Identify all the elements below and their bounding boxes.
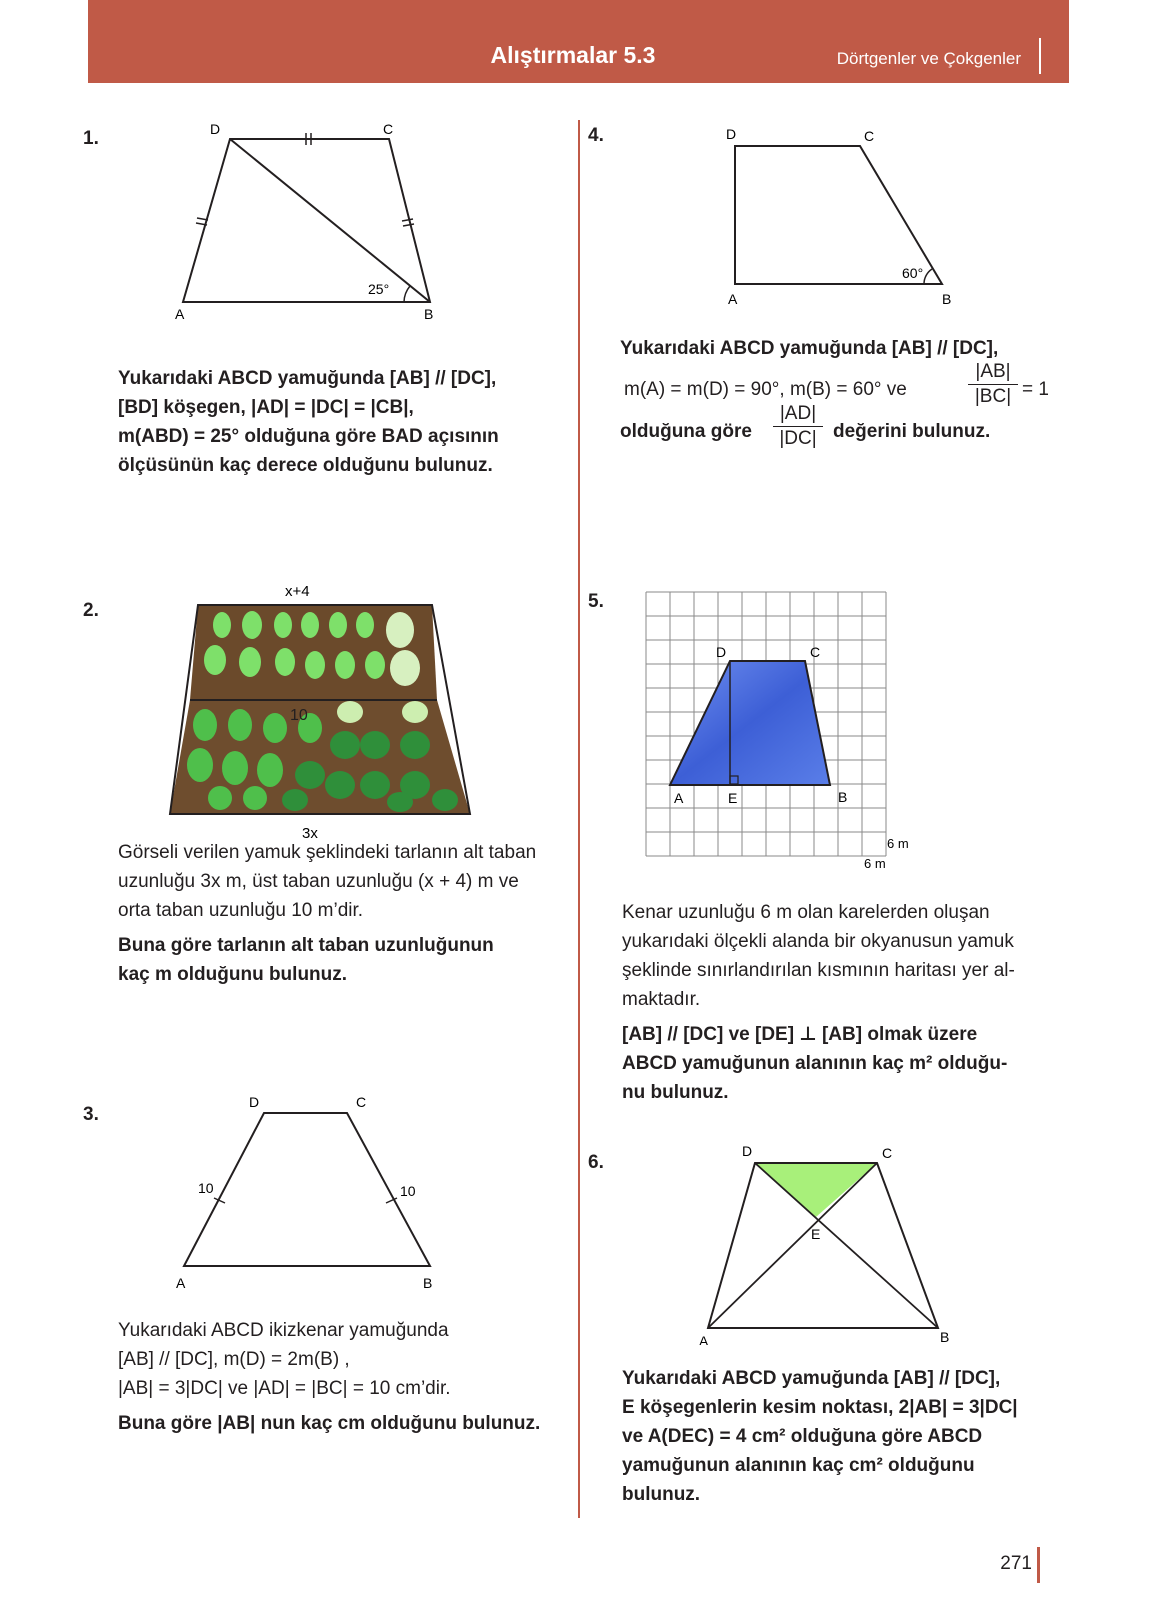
label-C: C — [383, 121, 394, 137]
problem-1-figure — [160, 115, 460, 330]
unit-horizontal-label: 6 m — [864, 856, 886, 871]
problem-2-field-figure — [160, 570, 480, 850]
problem-4-line-2: m(A) = m(D) = 90°, m(B) = 60° ve — [624, 379, 907, 400]
problem-5-grid-figure — [630, 585, 930, 875]
label-A: A — [699, 1333, 709, 1345]
page-number-bar — [1037, 1547, 1040, 1583]
problem-1-number: 1. — [83, 128, 99, 149]
header-subtitle: Dörtgenler ve Çokgenler — [836, 49, 1021, 68]
label-D: D — [249, 1094, 260, 1110]
problem-5-number: 5. — [588, 591, 604, 612]
bottom-base-label: 3x — [302, 825, 318, 842]
problem-4-line-3a: olduğuna göre — [620, 421, 752, 442]
problem-4-figure — [720, 120, 960, 315]
label-C: C — [864, 128, 875, 144]
problem-3-number: 3. — [83, 1104, 99, 1125]
angle-label: 25° — [368, 281, 390, 297]
column-divider — [578, 120, 580, 1518]
header-divider — [1039, 38, 1041, 74]
top-base-label: x+4 — [285, 583, 310, 600]
label-A: A — [728, 291, 738, 307]
label-D: D — [726, 126, 737, 142]
label-E: E — [811, 1226, 821, 1242]
problem-6-text: Yukarıdaki ABCD yamuğunda [AB] // [DC], E köşegenlerin kesim noktası, 2|AB| = 3|DC| ve A(DEC) = 4 cm² olduğuna göre ABCD yamuğunun alanının kaç cm² olduğunu bulunuz. — [622, 1368, 1018, 1505]
right-side-label: 10 — [400, 1183, 416, 1199]
chapter-header — [88, 0, 1069, 83]
problem-2-text: Görseli verilen yamuk şeklindeki tarlanın alt taban uzunluğu 3x m, üst taban uzunluğu (x + 4) m ve orta taban uzunluğu 10 m’dir. Buna göre tarlanın alt taban uzunluğunun kaç m olduğunu bulunuz. — [118, 842, 537, 985]
ratio-ab-bc: |AB| |BC| — [968, 360, 1018, 409]
problem-2-number: 2. — [83, 600, 99, 621]
problem-3-text: Yukarıdaki ABCD ikizkenar yamuğunda [AB] // [DC], m(D) = 2m(B) , |AB| = 3|DC| ve |AD| = |BC| = 10 cm’dir. Buna göre |AB| nun kaç cm olduğunu bulunuz. — [118, 1320, 541, 1434]
ratio-equals-one: = 1 — [1022, 379, 1049, 400]
problem-5-text: Kenar uzunluğu 6 m olan karelerden oluşan yukarıdaki ölçekli alanda bir okyanusun yamuk şeklinde sınırlandırılan kısmının haritası yer al- maktadır. [AB] // [DC] ve [DE] ⊥ [AB] olmak üzere ABCD yamuğunun alanının kaç m² olduğu- nu bulunuz. — [622, 902, 1015, 1103]
label-C: C — [810, 644, 821, 660]
label-D: D — [716, 644, 727, 660]
label-C: C — [882, 1145, 893, 1161]
angle-label: 60° — [902, 265, 924, 281]
unit-vertical-label: 6 m — [887, 836, 909, 851]
problem-3-figure — [160, 1085, 460, 1295]
label-B: B — [838, 789, 848, 805]
label-B: B — [423, 1275, 433, 1291]
label-B: B — [940, 1329, 950, 1345]
label-D: D — [210, 121, 221, 137]
label-C: C — [356, 1094, 367, 1110]
problem-4-line-1: Yukarıdaki ABCD yamuğunda [AB] // [DC], — [620, 338, 999, 359]
label-B: B — [424, 306, 434, 322]
label-A: A — [176, 1275, 186, 1291]
header-title: Alıştırmalar 5.3 — [490, 42, 656, 68]
problem-4-line-3b: değerini bulunuz. — [833, 421, 991, 442]
problem-1-text: Yukarıdaki ABCD yamuğunda [AB] // [DC], [BD] köşegen, |AD| = |DC| = |CB|, m(ABD) = 25° olduğuna göre BAD açısının ölçüsünün kaç derece olduğunu bulunuz. — [118, 368, 499, 476]
label-B: B — [942, 291, 952, 307]
label-D: D — [742, 1143, 753, 1159]
label-A: A — [674, 790, 684, 806]
ratio-ad-dc: |AD| |DC| — [773, 402, 823, 451]
left-side-label: 10 — [198, 1180, 214, 1196]
mid-base-label: 10 — [290, 707, 308, 724]
page-number: 271 — [1000, 1553, 1032, 1574]
problem-6-figure — [690, 1135, 960, 1345]
problem-4-number: 4. — [588, 125, 604, 146]
label-A: A — [175, 306, 185, 322]
problem-6-number: 6. — [588, 1152, 604, 1173]
label-E: E — [728, 790, 738, 806]
